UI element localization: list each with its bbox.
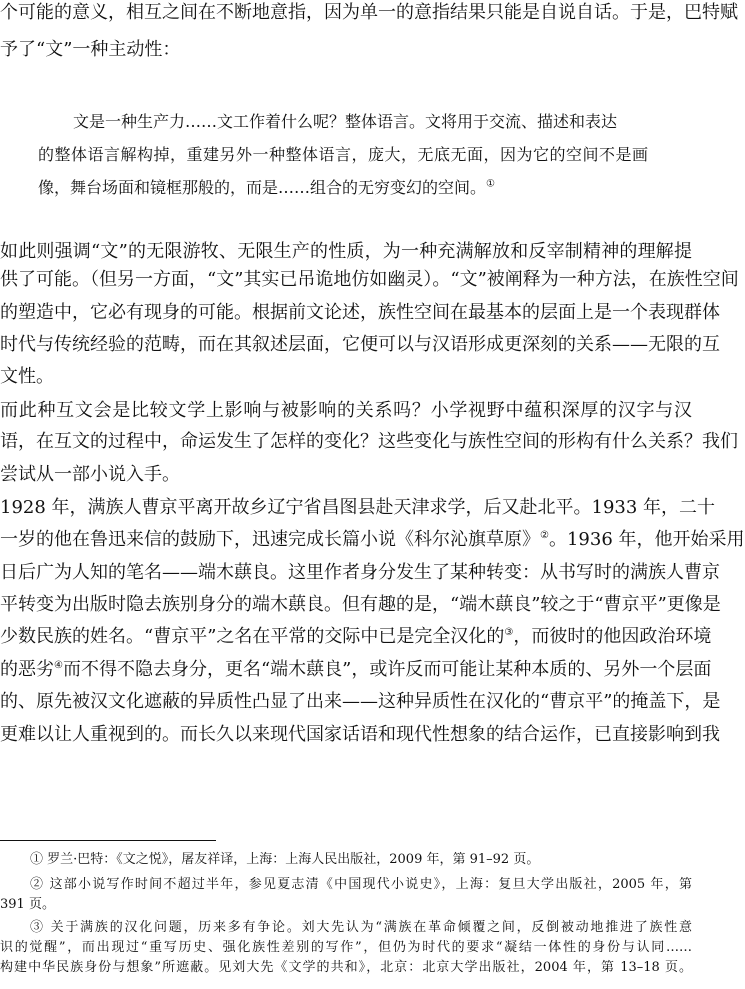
body-line: 予了“文”一种主动性： [0, 39, 181, 60]
footnote-ref: ② [540, 530, 549, 541]
body-line: 语，在互文的过程中，命运发生了怎样的变化？这些变化与族性空间的形构有什么关系？我们 [0, 431, 738, 452]
body-line: 1928 年，满族人曹京平离开故乡辽宁省昌图县赴天津求学，后又赴北平。1933 年，二十 [0, 497, 716, 518]
body-text: 。1936 年，他开始采用 [548, 529, 745, 550]
body-line: 的、原先被汉文化遮蔽的异质性凸显了出来——这种异质性在汉化的“曹京平”的掩盖下，是 [0, 691, 721, 712]
footnote-separator [0, 840, 216, 841]
body-line [0, 529, 745, 551]
body-line: 更难以让人重视到的。而长久以来现代国家话语和现代性想象的结合运作，已直接影响到我 [0, 724, 720, 745]
footnote: ① 罗兰·巴特：《文之悦》，屠友祥译，上海：上海人民出版社，2009 年，第 91–92 页。 [30, 852, 540, 867]
block-quote-line: 文是一种生产力……文工作着什么呢？整体语言。文将用于交流、描述和表达 [73, 112, 618, 131]
body-line: 个可能的意义，相互之间在不断地意指，因为单一的意指结果只能是自说自话。于是，巴特赋 [0, 2, 738, 23]
footnote-ref: ① [486, 178, 495, 190]
footnote: 识的觉醒”，而出现过“重写历史、强化族性差别的写作”，但仍为时代的要求“凝结一体性的身份与认同…… [0, 940, 692, 955]
body-line: 如此则强调“文”的无限游牧、无限生产的性质，为一种充满解放和反宰制精神的理解提 [0, 241, 692, 262]
body-text: ，而彼时的他因政治环境 [513, 626, 712, 647]
block-quote-line [38, 178, 495, 198]
body-line [0, 626, 712, 648]
body-line: 供了可能。（但另一方面，“文”其实已吊诡地仿如幽灵）。“文”被阐释为一种方法，在族性空间 [0, 269, 739, 290]
body-line: 的塑造中，它必有现身的可能。根据前文论述，族性空间在最基本的层面上是一个表现群体 [0, 302, 720, 323]
body-line: 文性。 [0, 366, 54, 387]
body-line [0, 659, 712, 681]
quote-text: 像，舞台场面和镜框那般的，而是……组合的无穷变幻的空间。 [38, 178, 487, 197]
footnote-ref: ④ [54, 660, 63, 671]
footnote: 构建中华民族身份与想象”所遮蔽。见刘大先《文学的共和》，北京：北京大学出版社，2004 年，第 13–18 页。 [0, 960, 692, 975]
body-text: 一岁的他在鲁迅来信的鼓励下，迅速完成长篇小说《科尔沁旗草原》 [0, 529, 540, 550]
body-line: 平转变为出版时隐去族别身分的端木蕻良。但有趣的是，“端木蕻良”较之于“曹京平”更像是 [0, 594, 721, 615]
body-line: 而此种互文会是比较文学上影响与被影响的关系吗？小学视野中蕴积深厚的汉字与汉 [0, 400, 692, 421]
body-line: 时代与传统经验的范畴，而在其叙述层面，它便可以与汉语形成更深刻的关系——无限的互 [0, 334, 720, 355]
body-line: 日后广为人知的笔名——端木蕻良。这里作者身分发生了某种转变：从书写时的满族人曹京 [0, 562, 720, 583]
footnote-ref: ③ [504, 627, 514, 638]
footnote: ③ 关于满族的汉化问题，历来多有争论。刘大先认为“满族在革命倾覆之间，反倒被动地推进了族性意 [30, 920, 692, 935]
body-text: 的恶劣 [0, 659, 54, 680]
body-line: 尝试从一部小说入手。 [0, 464, 180, 485]
footnote: 391 页。 [0, 897, 55, 912]
block-quote-line: 的整体语言解构掉，重建另外一种整体语言，庞大，无底无面，因为它的空间不是画 [38, 145, 648, 164]
body-text: 少数民族的姓名。“曹京平”之名在平常的交际中已是完全汉化的 [0, 626, 505, 647]
body-text: 而不得不隐去身分，更名“端木蕻良”，或许反而可能让某种本质的、另外一个层面 [62, 659, 712, 680]
footnote: ② 这部小说写作时间不超过半年，参见夏志清《中国现代小说史》，上海：复旦大学出版社，2005 年，第 [30, 877, 692, 892]
